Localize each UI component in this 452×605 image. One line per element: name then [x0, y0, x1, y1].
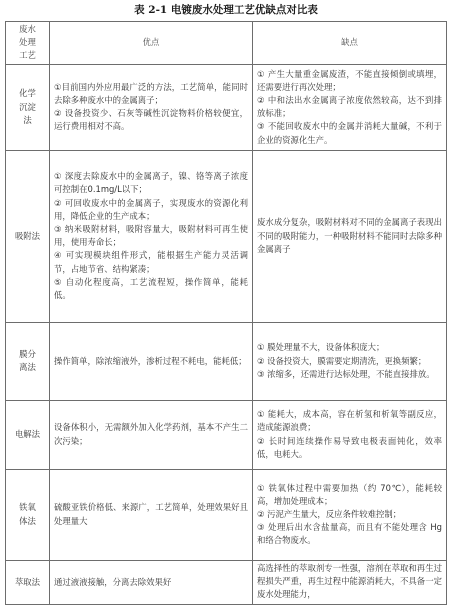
disadvantage-item: ② 污泥产生量大，反应条件较难控制； — [257, 509, 402, 519]
advantages-cell — [50, 400, 253, 469]
disadvantage-item: ② 中和法出水金属离子浓度依然较高，达不到排放标准； — [257, 94, 442, 119]
advantages-cell — [50, 150, 253, 322]
advantage-item: ① 深度去除废水中的金属离子，镍、铬等离子浓度可控制在0.1mg/L以下； — [54, 171, 248, 195]
advantage-item: ② 设备投资少、石灰等碱性沉淀物料价格较便宜，运行费用相对不高。 — [54, 108, 248, 132]
advantage-item: 硫酸亚铁价格低、来源广，工艺简单，处理效果好且处理量大 — [54, 502, 248, 526]
disadvantage-item: 高选择性的萃取剂专一性强，溶剂在萃取和再生过程损失严重，再生过程中能源消耗大，不具备一定废水处理能力， — [257, 562, 442, 600]
advantages-cell — [50, 322, 253, 400]
disadvantage-item: ① 膜处理量不大，设备体积庞大； — [257, 342, 385, 353]
method-cell: 萃取法 — [6, 560, 50, 604]
advantage-item: 通过液液接触，分离去除效果好 — [54, 576, 172, 587]
disadvantages-cell — [253, 400, 447, 469]
table-row — [6, 560, 447, 604]
disadvantage-item: ③ 处理后出水含盐量高，而且有不能处理含 Hg 和络合物废水。 — [257, 522, 442, 546]
disadvantage-item: ① 产生大量重金属废渣，不能直接倾倒或填埋，还需要进行再次处理； — [257, 68, 442, 92]
disadvantage-item: ③ 不能回收废水中的金属并消耗大量碱，不利于企业的资源化生产。 — [257, 121, 442, 145]
disadvantages-cell — [253, 560, 447, 604]
advantage-item: 操作简单，除浓缩液外，渗析过程不耗电，能耗低； — [54, 355, 247, 366]
header-advantages: 优点 — [50, 22, 253, 65]
disadvantage-item: ② 长时间连续操作易导致电极表面钝化，效率低，电耗大。 — [257, 435, 442, 459]
advantages-cell — [50, 64, 253, 150]
advantage-item: ④ 可实现模块组件形式，能根据生产能力灵活调节，占地节省、结构紧凑； — [54, 250, 248, 274]
advantage-item: ② 可回收废水中的金属离子，实现废水的资源化利用，降低企业的生产成本； — [54, 197, 248, 221]
comparison-table — [5, 21, 447, 605]
advantage-item: 设备体积小，无需额外加入化学药剂，基本不产生二次污染； — [54, 422, 248, 446]
disadvantage-item: ① 铁氧体过程中需要加热（约 70℃），能耗较高，增加处理成本； — [257, 482, 442, 506]
method-cell: 膜分离法 — [6, 322, 50, 400]
method-cell: 吸附法 — [6, 150, 50, 322]
table-header-row — [6, 22, 447, 65]
method-cell: 铁氧体法 — [6, 469, 50, 560]
header-method: 废水处理工艺 — [6, 22, 50, 65]
disadvantage-item: 废水成分复杂，吸附材料对不同的金属离子表现出不同的吸附能力，一种吸附材料不能同时去除多种金属离子 — [257, 217, 442, 254]
method-cell: 电解法 — [6, 400, 50, 469]
advantages-cell — [50, 560, 253, 604]
disadvantages-cell — [253, 322, 447, 400]
advantage-item: ③ 纳米吸附材料，吸附容量大，吸附材料可再生使用，使用寿命长； — [54, 223, 248, 248]
disadvantages-cell — [253, 150, 447, 322]
disadvantage-item: ① 能耗大，成本高，容在析氢和析氧等副反应，造成能源浪费； — [257, 409, 442, 433]
disadvantages-cell — [253, 469, 447, 560]
table-row — [6, 322, 447, 400]
advantage-item: ①目前国内外应用最广泛的方法，工艺简单，能同时去除多种废水中的金属离子； — [54, 81, 248, 105]
disadvantages-cell — [253, 64, 447, 150]
disadvantage-item: ③ 浓缩多，还需进行达标处理，不能直接排放。 — [257, 368, 435, 379]
table-row — [6, 400, 447, 469]
method-cell: 化学沉淀法 — [6, 64, 50, 150]
advantage-item: ⑤ 自动化程度高，工艺流程短，操作简单，能耗低。 — [54, 276, 248, 300]
table-row — [6, 150, 447, 322]
truncated-text-wrapper — [257, 562, 442, 600]
table-caption: 表 2-1 电镀废水处理工艺优缺点对比表 — [134, 4, 318, 16]
table-row — [6, 469, 447, 560]
header-disadvantages: 缺点 — [253, 22, 447, 65]
table-row — [6, 64, 447, 150]
disadvantage-item: ② 设备投资大，膜需要定期清洗，更换频繁； — [257, 355, 427, 366]
advantages-cell — [50, 469, 253, 560]
